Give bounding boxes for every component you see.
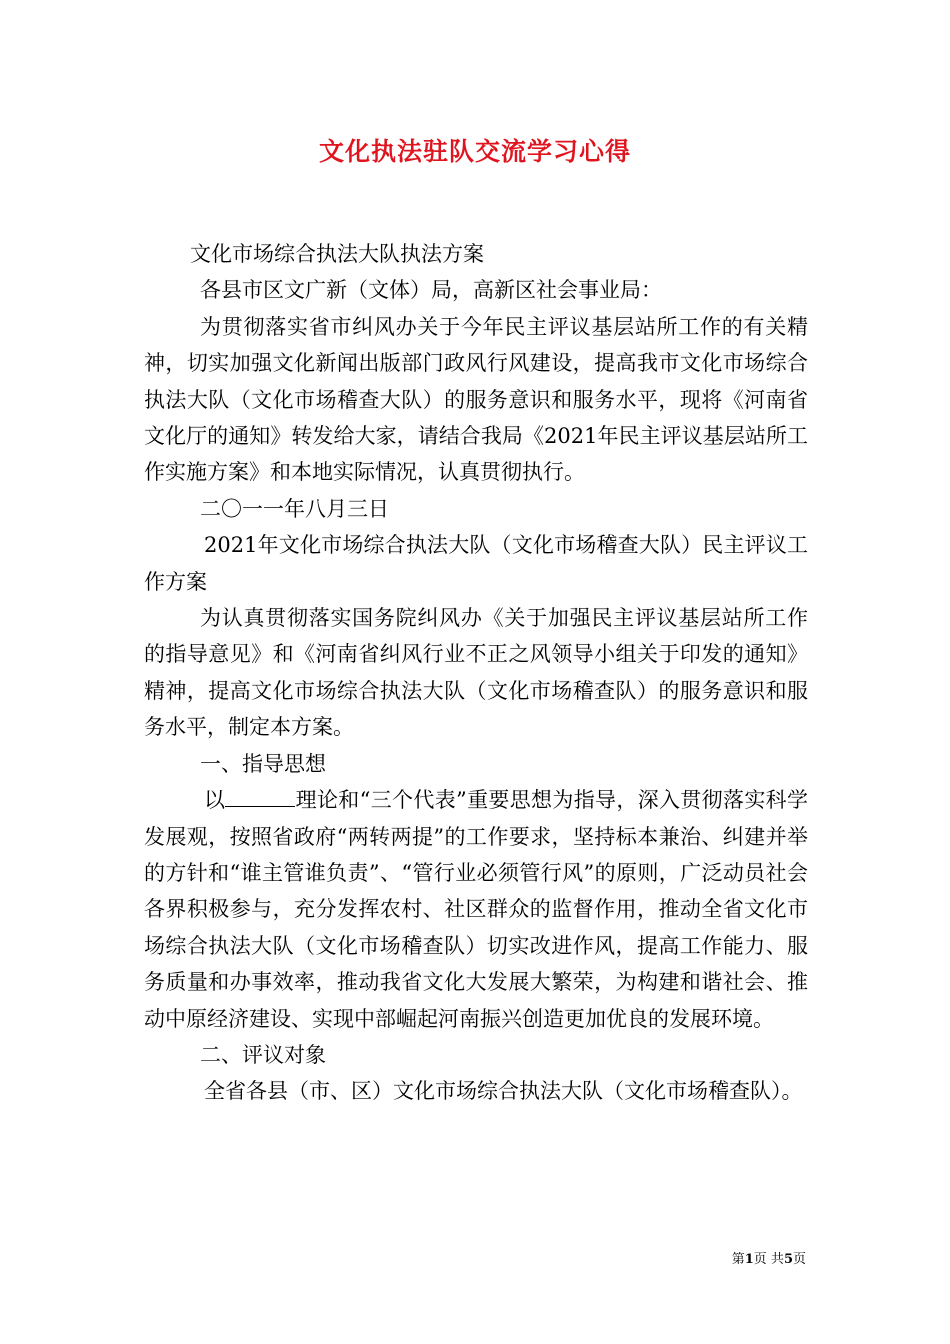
footer-total-pages: 5: [783, 1252, 793, 1267]
document-body: [144, 236, 808, 1110]
footer-middle: 页 共: [753, 1252, 784, 1267]
paragraph-notice-body: 为贯彻落实省市纠风办关于今年民主评议基层站所工作的有关精神，切实加强文化新闻出版部门政风行风建设，提高我市文化市场综合执法大队（文化市场稽查大队）的服务意识和服务水平，现将《河南省文化厅的通知》转发给大家，请结合我局《2021年民主评议基层站所工作实施方案》和本地实际情况，认真贯彻执行。: [144, 314, 808, 485]
heading-review-target: 二、评议对象: [200, 1042, 326, 1067]
paragraph-date: 二〇一一年八月三日: [200, 496, 389, 521]
footer-suffix: 页: [792, 1252, 806, 1267]
document-title: 文化执法驻队交流学习心得: [318, 137, 631, 166]
paragraph-work-plan-title: 2021年文化市场综合执法大队（文化市场稽查大队）民主评议工作方案: [144, 533, 808, 594]
guiding-text-start: 以: [204, 788, 226, 813]
footer-current-page: 1: [744, 1252, 754, 1267]
paragraph-plan-intro: 为认真贯彻落实国务院纠风办《关于加强民主评议基层站所工作的指导意见》和《河南省纠风行业不正之风领导小组关于印发的通知》精神，提高文化市场综合执法大队（文化市场稽查队）的服务意识和服务水平，制定本方案。: [144, 606, 808, 740]
blank-underline: [225, 790, 295, 807]
page-footer: [732, 1248, 806, 1267]
guiding-text-rest: 理论和“三个代表”重要思想为指导，深入贯彻落实科学发展观，按照省政府“两转两提”的工作要求，坚持标本兼治、纠建并举的方针和“谁主管谁负责”、“管行业必须管行风”的原则，广泛动员社会各界积极参与，充分发挥农村、社区群众的监督作用，推动全省文化市场综合执法大队（文化市场稽查队）切实改进作风，提高工作能力、服务质量和办事效率，推动我省文化大发展大繁荣，为构建和谐社会、推动中原经济建设、实现中部崛起河南振兴创造更加优良的发展环境。: [144, 788, 808, 1031]
paragraph-plan-title: 文化市场综合执法大队执法方案: [190, 242, 484, 266]
paragraph-addressee: 各县市区文广新（文体）局，高新区社会事业局：: [200, 278, 662, 303]
footer-prefix: 第: [731, 1252, 745, 1267]
paragraph-guiding-ideology: [144, 782, 808, 1037]
paragraph-review-target: 全省各县（市、区）文化市场综合执法大队（文化市场稽查队）。: [204, 1079, 803, 1104]
heading-guiding-ideology: 一、指导思想: [200, 751, 326, 776]
